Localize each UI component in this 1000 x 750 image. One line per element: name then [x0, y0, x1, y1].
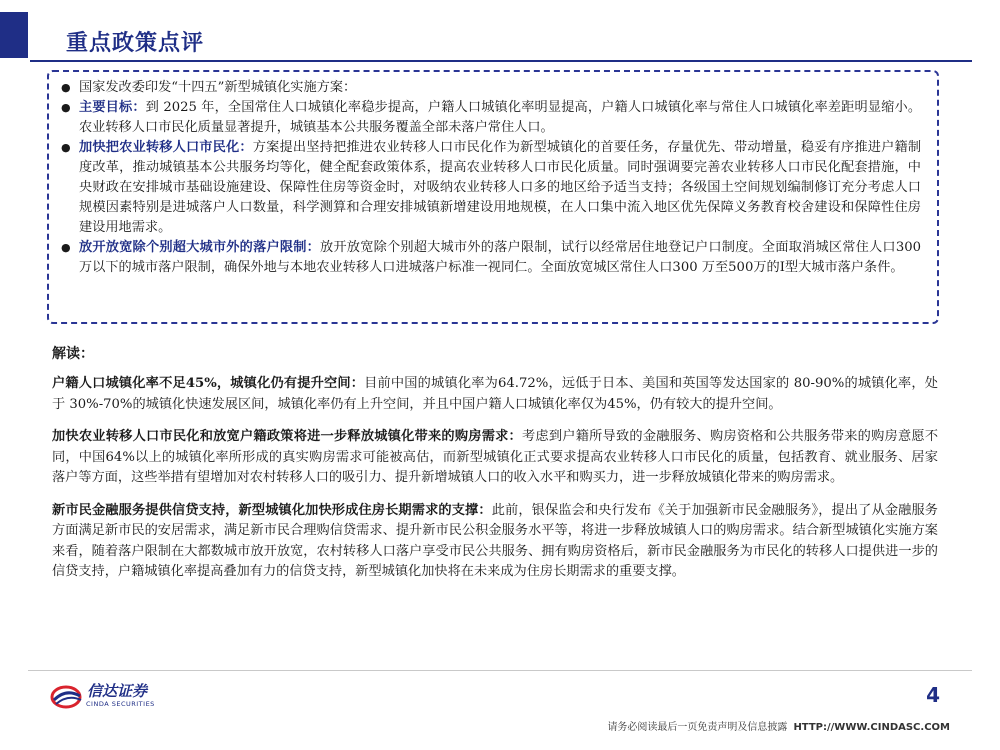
interpretation-paragraph	[52, 427, 938, 489]
interpretation-label: 解读：	[52, 346, 94, 362]
paragraph-text: 考虑到户籍所导致的金融服务、购房资格和公共服务带来的购房意愿不同，中国64%以上的城镇化率所形成的真实购房需求可能被高估，而新型城镇化正式要求提高农业转移人口市民化的质量，包括教育、就业服务、居家落户等方面，这些举措有望增加对农村转移人口的吸引力、提升新增城镇人口的收入水平和购买力，进一步释放城镇化带来的购房需求。	[52, 429, 939, 485]
summary-item-text: 放开放宽除个别超大城市外的落户限制，试行以经常居住地登记户口制度。全面取消城区常住人口300 万以下的城市落户限制，确保外地与本地农业转移人口进城落户标准一视同仁。全面放宽城区常住人口300 万至500万的I型大城市落户条件。	[79, 240, 921, 275]
summary-item-head: 加快把农业转移人口市民化：	[79, 140, 253, 155]
policy-summary-box	[47, 70, 939, 324]
interpretation-paragraph	[52, 374, 938, 415]
paragraph-text: 目前中国的城镇化率为64.72%，远低于日本、美国和英国等发达国家的 80-90%的城镇化率，处于 30%-70%的城镇化快速发展区间，城镇化率仍有上升空间，并且中国户籍人口城镇化率仅为45%，仍有较大的提升空间。	[52, 376, 938, 412]
disclaimer-text: 请务必阅读最后一页免责声明及信息披露	[607, 722, 788, 733]
paragraph-text: 此前，银保监会和央行发布《关于加强新市民金融服务》，提出了从金融服务方面满足新市民的安居需求，满足新市民合理购信贷需求、提升新市民公积金服务水平等，将进一步释放城镇人口的购房需求。结合新型城镇化实施方案来看，随着落户限制在大都数城市放开放宽，农村转移人口落户享受市民公共服务、拥有购房资格后，新市民金融服务为市民化的转移人口提供进一步的信贷支持，户籍城镇化率提高叠加有力的信贷支持，新型城镇化加快将在未来成为住房长期需求的重要支撑。	[52, 502, 938, 579]
summary-item-text: 到 2025 年，全国常住人口城镇化率稳步提高，户籍人口城镇化率明显提高，户籍人口城镇化率与常住人口城镇化率差距明显缩小。农业转移人口市民化质量显著提升，城镇基本公共服务覆盖全部未落户常住人口。	[79, 100, 922, 135]
summary-item-citizenization	[61, 138, 921, 238]
logo-name: 信达证券	[87, 682, 148, 700]
interpretation-section	[52, 344, 938, 595]
interpretation-paragraph	[52, 501, 938, 583]
paragraph-head: 新市民金融服务提供信贷支持，新型城镇化加快形成住房长期需求的支撑：	[52, 502, 492, 518]
summary-item-intro	[61, 78, 921, 98]
website-link[interactable]: HTTP://WWW.CINDASC.COM	[793, 722, 950, 733]
footer-disclaimer	[607, 718, 950, 733]
logo-subtitle: CINDA SECURITIES	[86, 700, 155, 708]
summary-item-text: 方案提出坚持把推进农业转移人口市民化作为新型城镇化的首要任务，存量优先、带动增量，稳妥有序推进户籍制度改革，推动城镇基本公共服务均等化，健全配套政策体系，提高农业转移人口市民化质量。同时强调要完善农业转移人口市民化配套措施，中央财政在安排城市基础设施建设、保障性住房等资金时，对吸纳农业转移人口多的地区给予适当支持；各级国土空间规划编制修订充分考虑人口规模因素特别是进城落户人口数量，科学测算和合理安排城镇新增建设用地规模，在人口集中流入地区优先保障义务教育校舍建设和保障性住房建设用地需求。	[79, 140, 922, 235]
summary-item-hukou-relaxation	[61, 238, 921, 278]
summary-item-main-goal	[61, 98, 921, 138]
page-title: 重点政策点评	[66, 31, 205, 56]
summary-item-head: 主要目标：	[79, 100, 146, 115]
paragraph-head: 加快农业转移人口市民化和放宽户籍政策将进一步释放城镇化带来的购房需求：	[52, 429, 522, 444]
page-number: 4	[926, 683, 940, 707]
summary-item-text: 国家发改委印发“十四五”新型城镇化实施方案：	[79, 80, 357, 95]
title-divider	[30, 60, 972, 62]
summary-item-head: 放开放宽除个别超大城市外的落户限制：	[79, 240, 321, 255]
paragraph-head: 户籍人口城镇化率不足45%，城镇化仍有提升空间：	[52, 376, 365, 391]
footer-divider	[28, 670, 972, 671]
corner-accent-block	[0, 12, 28, 58]
